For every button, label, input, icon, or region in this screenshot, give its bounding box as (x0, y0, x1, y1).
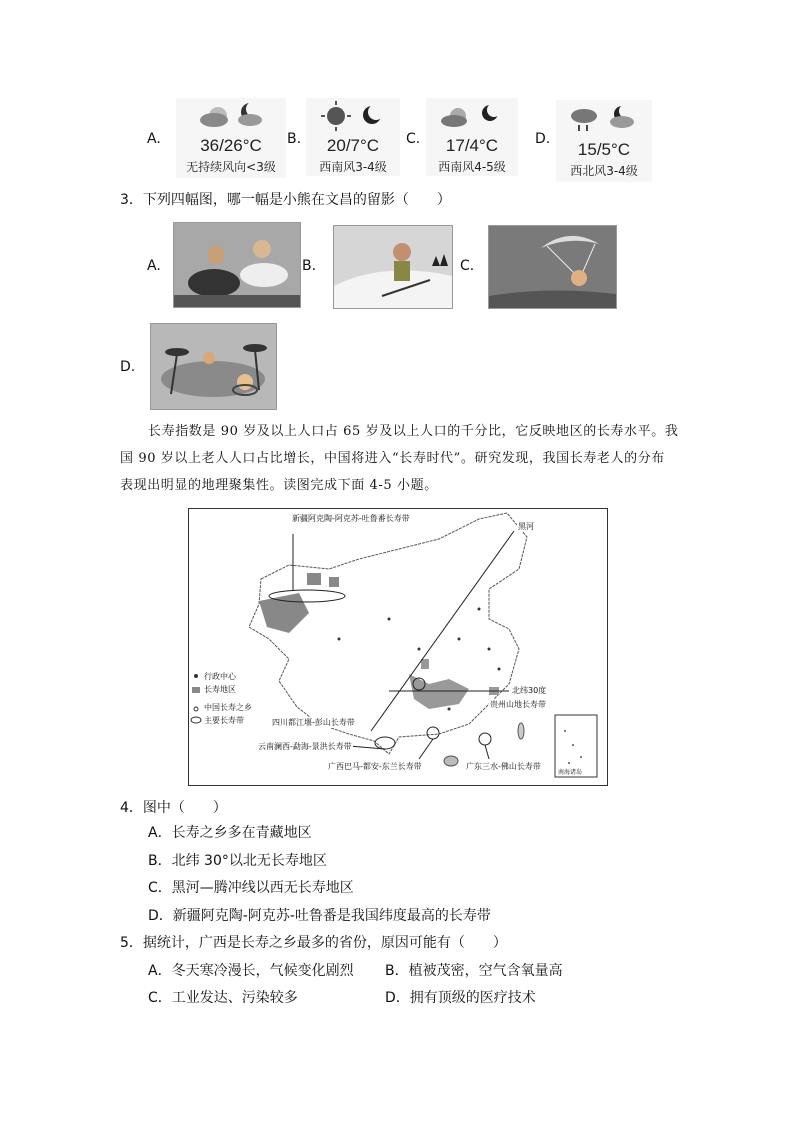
label-30n: 北纬30度 (512, 686, 547, 695)
q3-option-d-letter: D. (120, 359, 136, 375)
q5-option-b: B．植被茂密，空气含氧量高 (385, 963, 563, 979)
bear-horse-riding-image (173, 222, 301, 308)
bears-beach-palm-image (150, 323, 277, 410)
legend-longevity-area: 长寿地区 (204, 685, 236, 694)
q4-option-a: A．长寿之乡多在青藏地区 (148, 825, 312, 841)
weather-card-a (176, 98, 286, 178)
weather-wind-c: 西南风4-5级 (438, 160, 506, 174)
label-nanhai: 南海诸岛 (558, 769, 583, 776)
q3-option-a-letter: A. (147, 258, 161, 274)
question-3-stem: 3．下列四幅图，哪一幅是小熊在文昌的留影（ ） (120, 192, 451, 208)
weather-temp-c: 17/4°C (445, 136, 499, 155)
weather-option-b-letter: B. (287, 131, 302, 147)
longevity-map (188, 508, 608, 786)
question-5-stem: 5．据统计，广西是长寿之乡最多的省份，原因可能有（ ） (120, 935, 507, 951)
label-yunnan-belt: 云南澜西-勐海-景洪长寿带 (258, 742, 352, 751)
china-map-outline (189, 509, 607, 785)
rain-cloudy-icon (556, 100, 652, 136)
passage-line-2: 国 90 岁以上老人人口占比增长，中国将进入“长寿时代”。研究发现，我国长寿老人的分布 (120, 451, 665, 466)
legend-longevity-belt: 主要长寿带 (204, 716, 244, 725)
weather-temp-d: 15/5°C (577, 140, 631, 159)
label-guangxi-belt: 广西巴马-都安-东兰长寿带 (328, 762, 422, 771)
weather-wind-b: 西南风3-4级 (319, 160, 387, 174)
label-heihe: 黑河 (518, 522, 534, 531)
q4-option-d: D．新疆阿克陶-阿克苏-吐鲁番是我国纬度最高的长寿带 (148, 908, 491, 924)
label-xinjiang-belt: 新疆阿克陶-阿克苏-吐鲁番长寿带 (292, 514, 410, 523)
weather-card-c (426, 98, 518, 176)
legend-admin-center: 行政中心 (204, 672, 236, 681)
weather-wind-d: 西北风3-4级 (570, 164, 638, 178)
bear-paragliding-image (488, 225, 617, 309)
cloudy-moon-icon (426, 98, 518, 132)
q3-option-b-letter: B. (302, 258, 317, 274)
sun-moon-icon (306, 98, 400, 132)
weather-option-d-letter: D. (535, 131, 551, 147)
weather-option-a-letter: A. (147, 131, 161, 147)
question-4-stem: 4．图中（ ） (120, 800, 227, 816)
q4-option-b: B．北纬 30°以北无长寿地区 (148, 853, 327, 869)
q5-option-a: A．冬天寒冷漫长，气候变化剧烈 (148, 963, 354, 979)
sunny-cloudy-moon-icon (176, 98, 286, 132)
label-sichuan-belt: 四川都江堰-彭山长寿带 (272, 718, 355, 727)
bear-skiing-image (333, 225, 453, 309)
label-guizhou-belt: 贵州山地长寿带 (490, 700, 546, 709)
q4-option-c: C．黑河—腾冲线以西无长寿地区 (148, 880, 354, 896)
passage-line-3: 表现出明显的地理聚集性。读图完成下面 4-5 小题。 (120, 478, 438, 493)
weather-option-c-letter: C. (406, 131, 421, 147)
legend-longevity-town: 中国长寿之乡 (204, 703, 252, 712)
weather-card-b (306, 98, 400, 176)
weather-wind-a: 无持续风向<3级 (186, 160, 276, 174)
weather-temp-b: 20/7°C (326, 136, 380, 155)
weather-temp-a: 36/26°C (200, 136, 262, 155)
q5-option-c: C．工业发达、污染较多 (148, 990, 298, 1006)
q5-option-d: D．拥有顶级的医疗技术 (385, 990, 536, 1006)
weather-card-d (556, 100, 652, 182)
passage-line-1: 长寿指数是 90 岁及以上人口占 65 岁及以上人口的千分比，它反映地区的长寿水平。我 (148, 424, 679, 439)
label-guangdong-belt: 广东三水-佛山长寿带 (466, 762, 541, 771)
q3-option-c-letter: C. (460, 258, 475, 274)
